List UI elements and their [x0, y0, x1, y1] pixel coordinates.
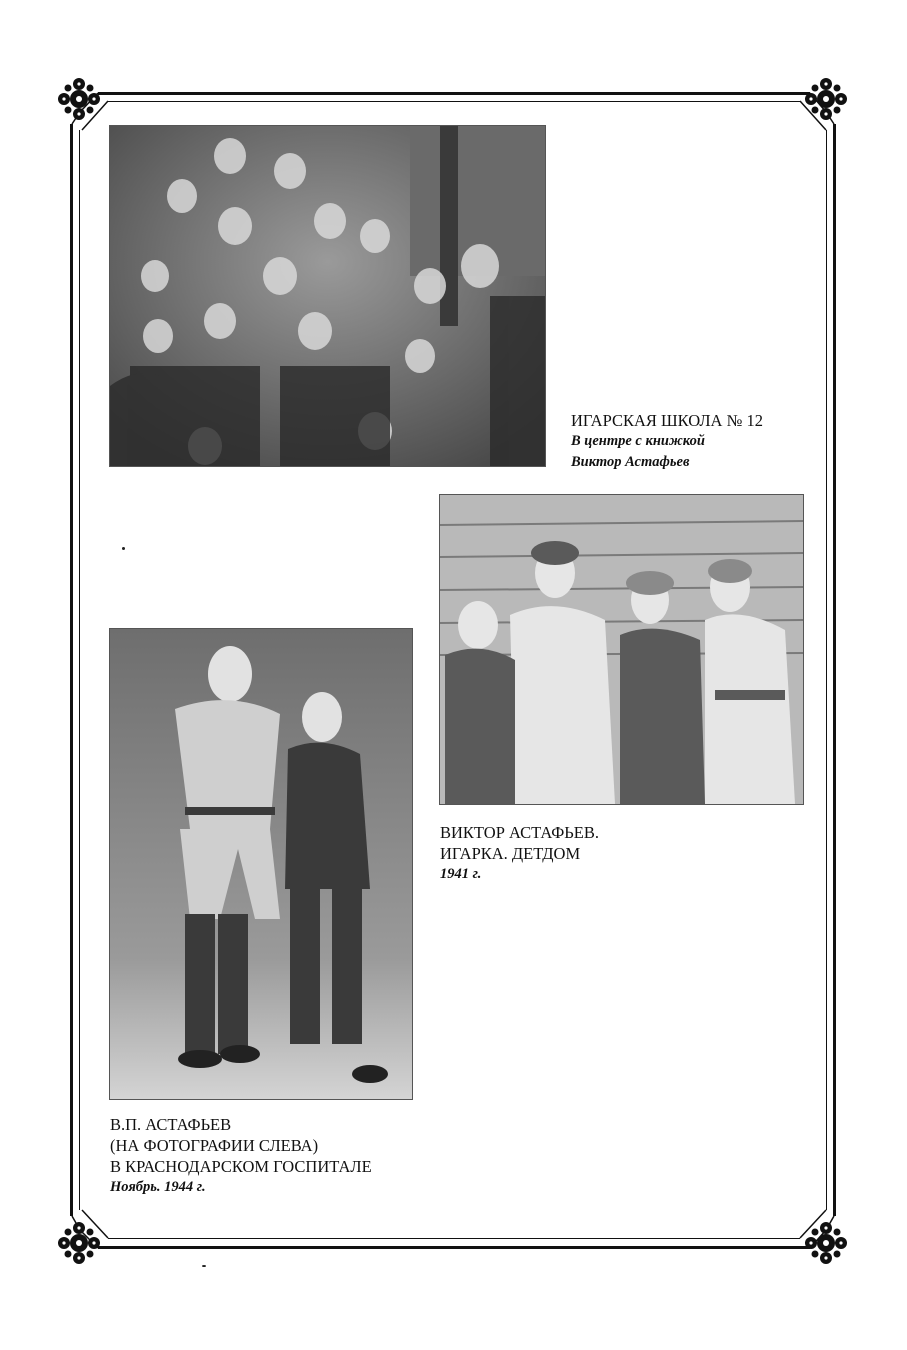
- photo-orphanage-group: [439, 494, 804, 805]
- photo-hospital-portrait: [109, 628, 413, 1100]
- caption-title: (НА ФОТОГРАФИИ СЛЕВА): [110, 1136, 319, 1155]
- caption-date: Ноябрь. 1944 г.: [110, 1179, 206, 1195]
- caption-title: ИГАРКА. ДЕТДОМ: [440, 844, 581, 863]
- caption-title: ИГАРСКАЯ ШКОЛА № 12: [571, 411, 763, 430]
- caption-school-class: [571, 410, 763, 473]
- photo-school-class: [109, 125, 546, 467]
- caption-hospital-portrait: [110, 1114, 372, 1198]
- caption-date: 1941 г.: [440, 866, 482, 882]
- caption-orphanage-group: [440, 822, 599, 885]
- caption-title: В КРАСНОДАРСКОМ ГОСПИТАЛЕ: [110, 1157, 372, 1176]
- quatrefoil-cross-icon: [803, 76, 849, 122]
- print-speck: [202, 1265, 206, 1267]
- caption-title: В.П. АСТАФЬЕВ: [110, 1115, 232, 1134]
- quatrefoil-cross-icon: [803, 1220, 849, 1266]
- caption-subtitle: В центре с книжкой: [571, 433, 705, 449]
- quatrefoil-cross-icon: [56, 1220, 102, 1266]
- print-speck: [122, 547, 125, 550]
- caption-title: ВИКТОР АСТАФЬЕВ.: [440, 823, 599, 842]
- quatrefoil-cross-icon: [56, 76, 102, 122]
- caption-subtitle: Виктор Астафьев: [571, 454, 690, 470]
